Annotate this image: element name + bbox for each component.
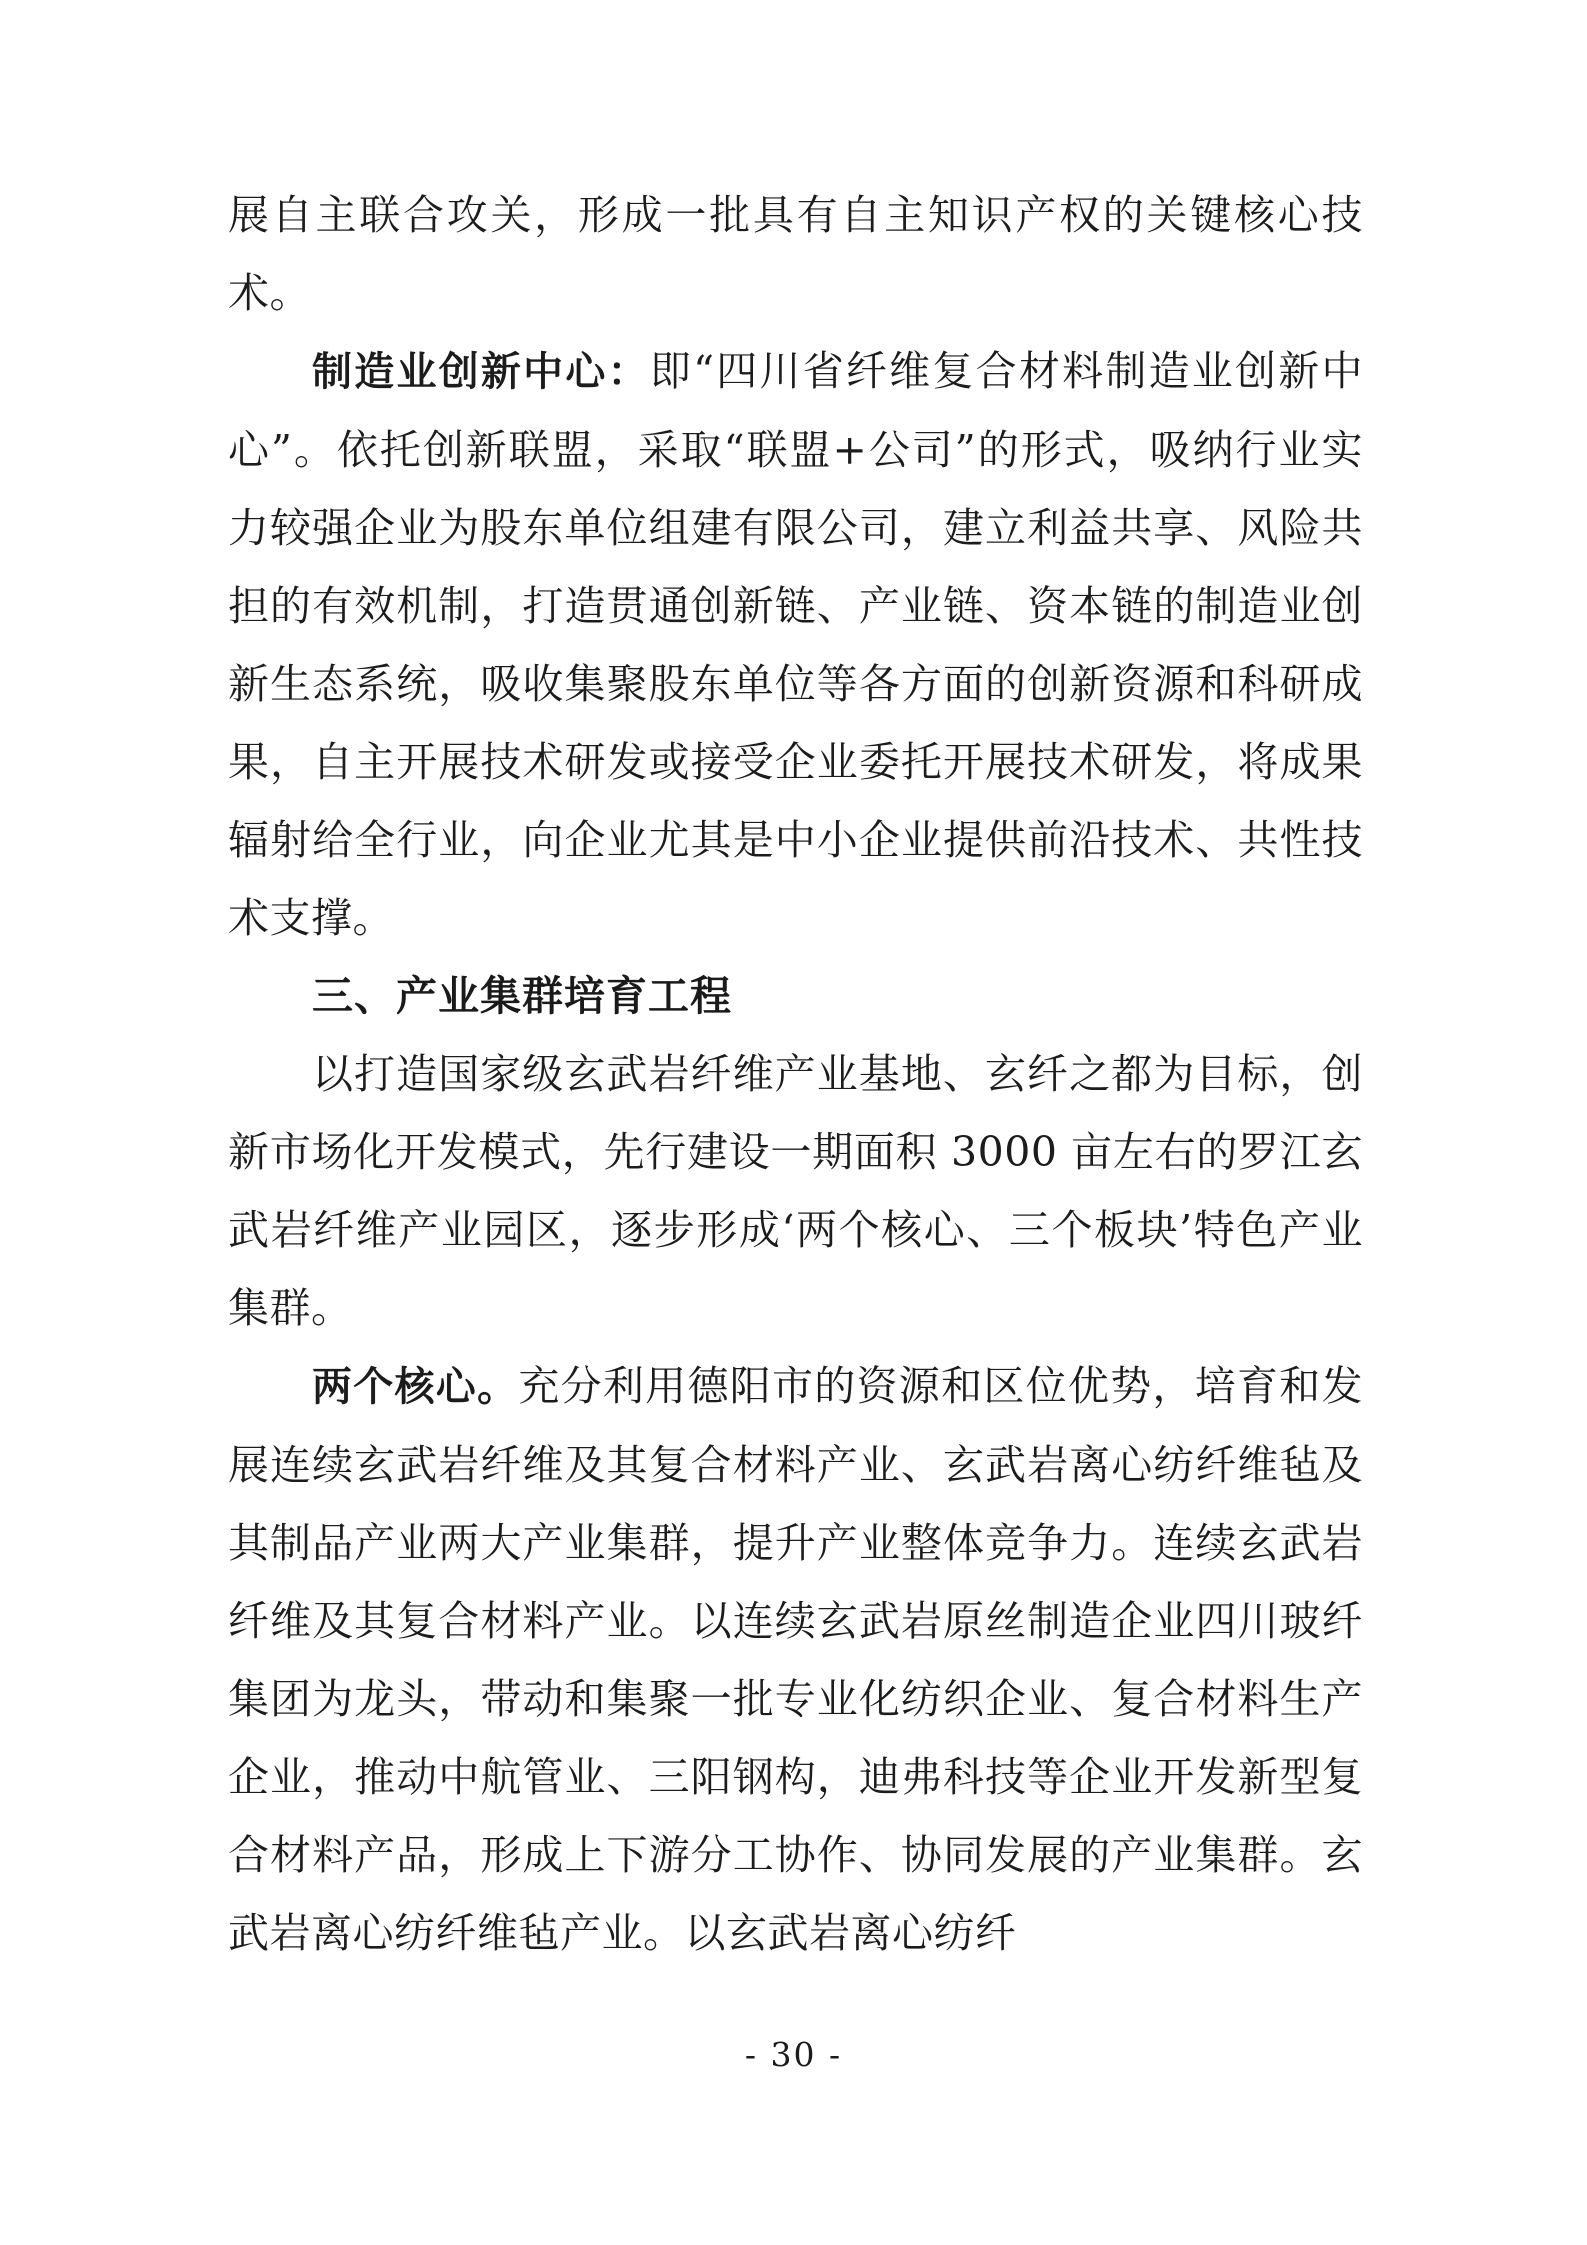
paragraph-text: 展自主联合攻关，形成一批具有自主知识产权的关键核心技术。: [228, 191, 1363, 317]
paragraph-text: 即“四川省纤维复合材料制造业创新中心”。依托创新联盟，采取“联盟+公司”的形式，吸纳行业实力较强企业为股东单位组建有限公司，建立利益共享、风险共担的有效机制，打造贯通创新链、产业链、资本链的制造业创新生态系统，吸收集聚股东单位等各方面的创新资源和科研成果，自主开展技术研发或接受企业委托开展技术研发，将成果辐射给全行业，向企业尤其是中小企业提供前沿技术、共性技术支撑。: [228, 347, 1363, 942]
paragraph-text: 充分利用德阳市的资源和区位优势，培育和发展连续玄武岩纤维及其复合材料产业、玄武岩离心纺纤维毡及其制品产业两大产业集群，提升产业整体竞争力。连续玄武岩纤维及其复合材料产业。以连续玄武岩原丝制造企业四川玻纤集团为龙头，带动和集聚一批专业化纺织企业、复合材料生产企业，推动中航管业、三阳钢构，迪弗科技等企业开发新型复合材料产品，形成上下游分工协作、协同发展的产业集群。玄武岩离心纺纤维毡产业。以玄武岩离心纺纤: [228, 1362, 1364, 1957]
paragraph-industry-cluster-goal: [228, 1035, 1363, 1347]
paragraph-manufacturing-innovation-center: [228, 332, 1363, 957]
page-body: [228, 176, 1363, 1972]
paragraph-lead-label: 两个核心。: [312, 1364, 519, 1410]
paragraph-text: 以打造国家级玄武岩纤维产业基地、玄纤之都为目标，创新市场化开发模式，先行建设一期面积 3000 亩左右的罗江玄武岩纤维产业园区，逐步形成‘两个核心、三个板块’特色产业集群。: [228, 1050, 1363, 1332]
paragraph-two-cores: [228, 1347, 1363, 1972]
section-heading: 三、产业集群培育工程: [312, 972, 732, 1020]
paragraph-continuation: [228, 176, 1363, 332]
page-number: - 30 -: [744, 2035, 843, 2074]
paragraph-lead-label: 制造业创新中心：: [312, 349, 650, 395]
